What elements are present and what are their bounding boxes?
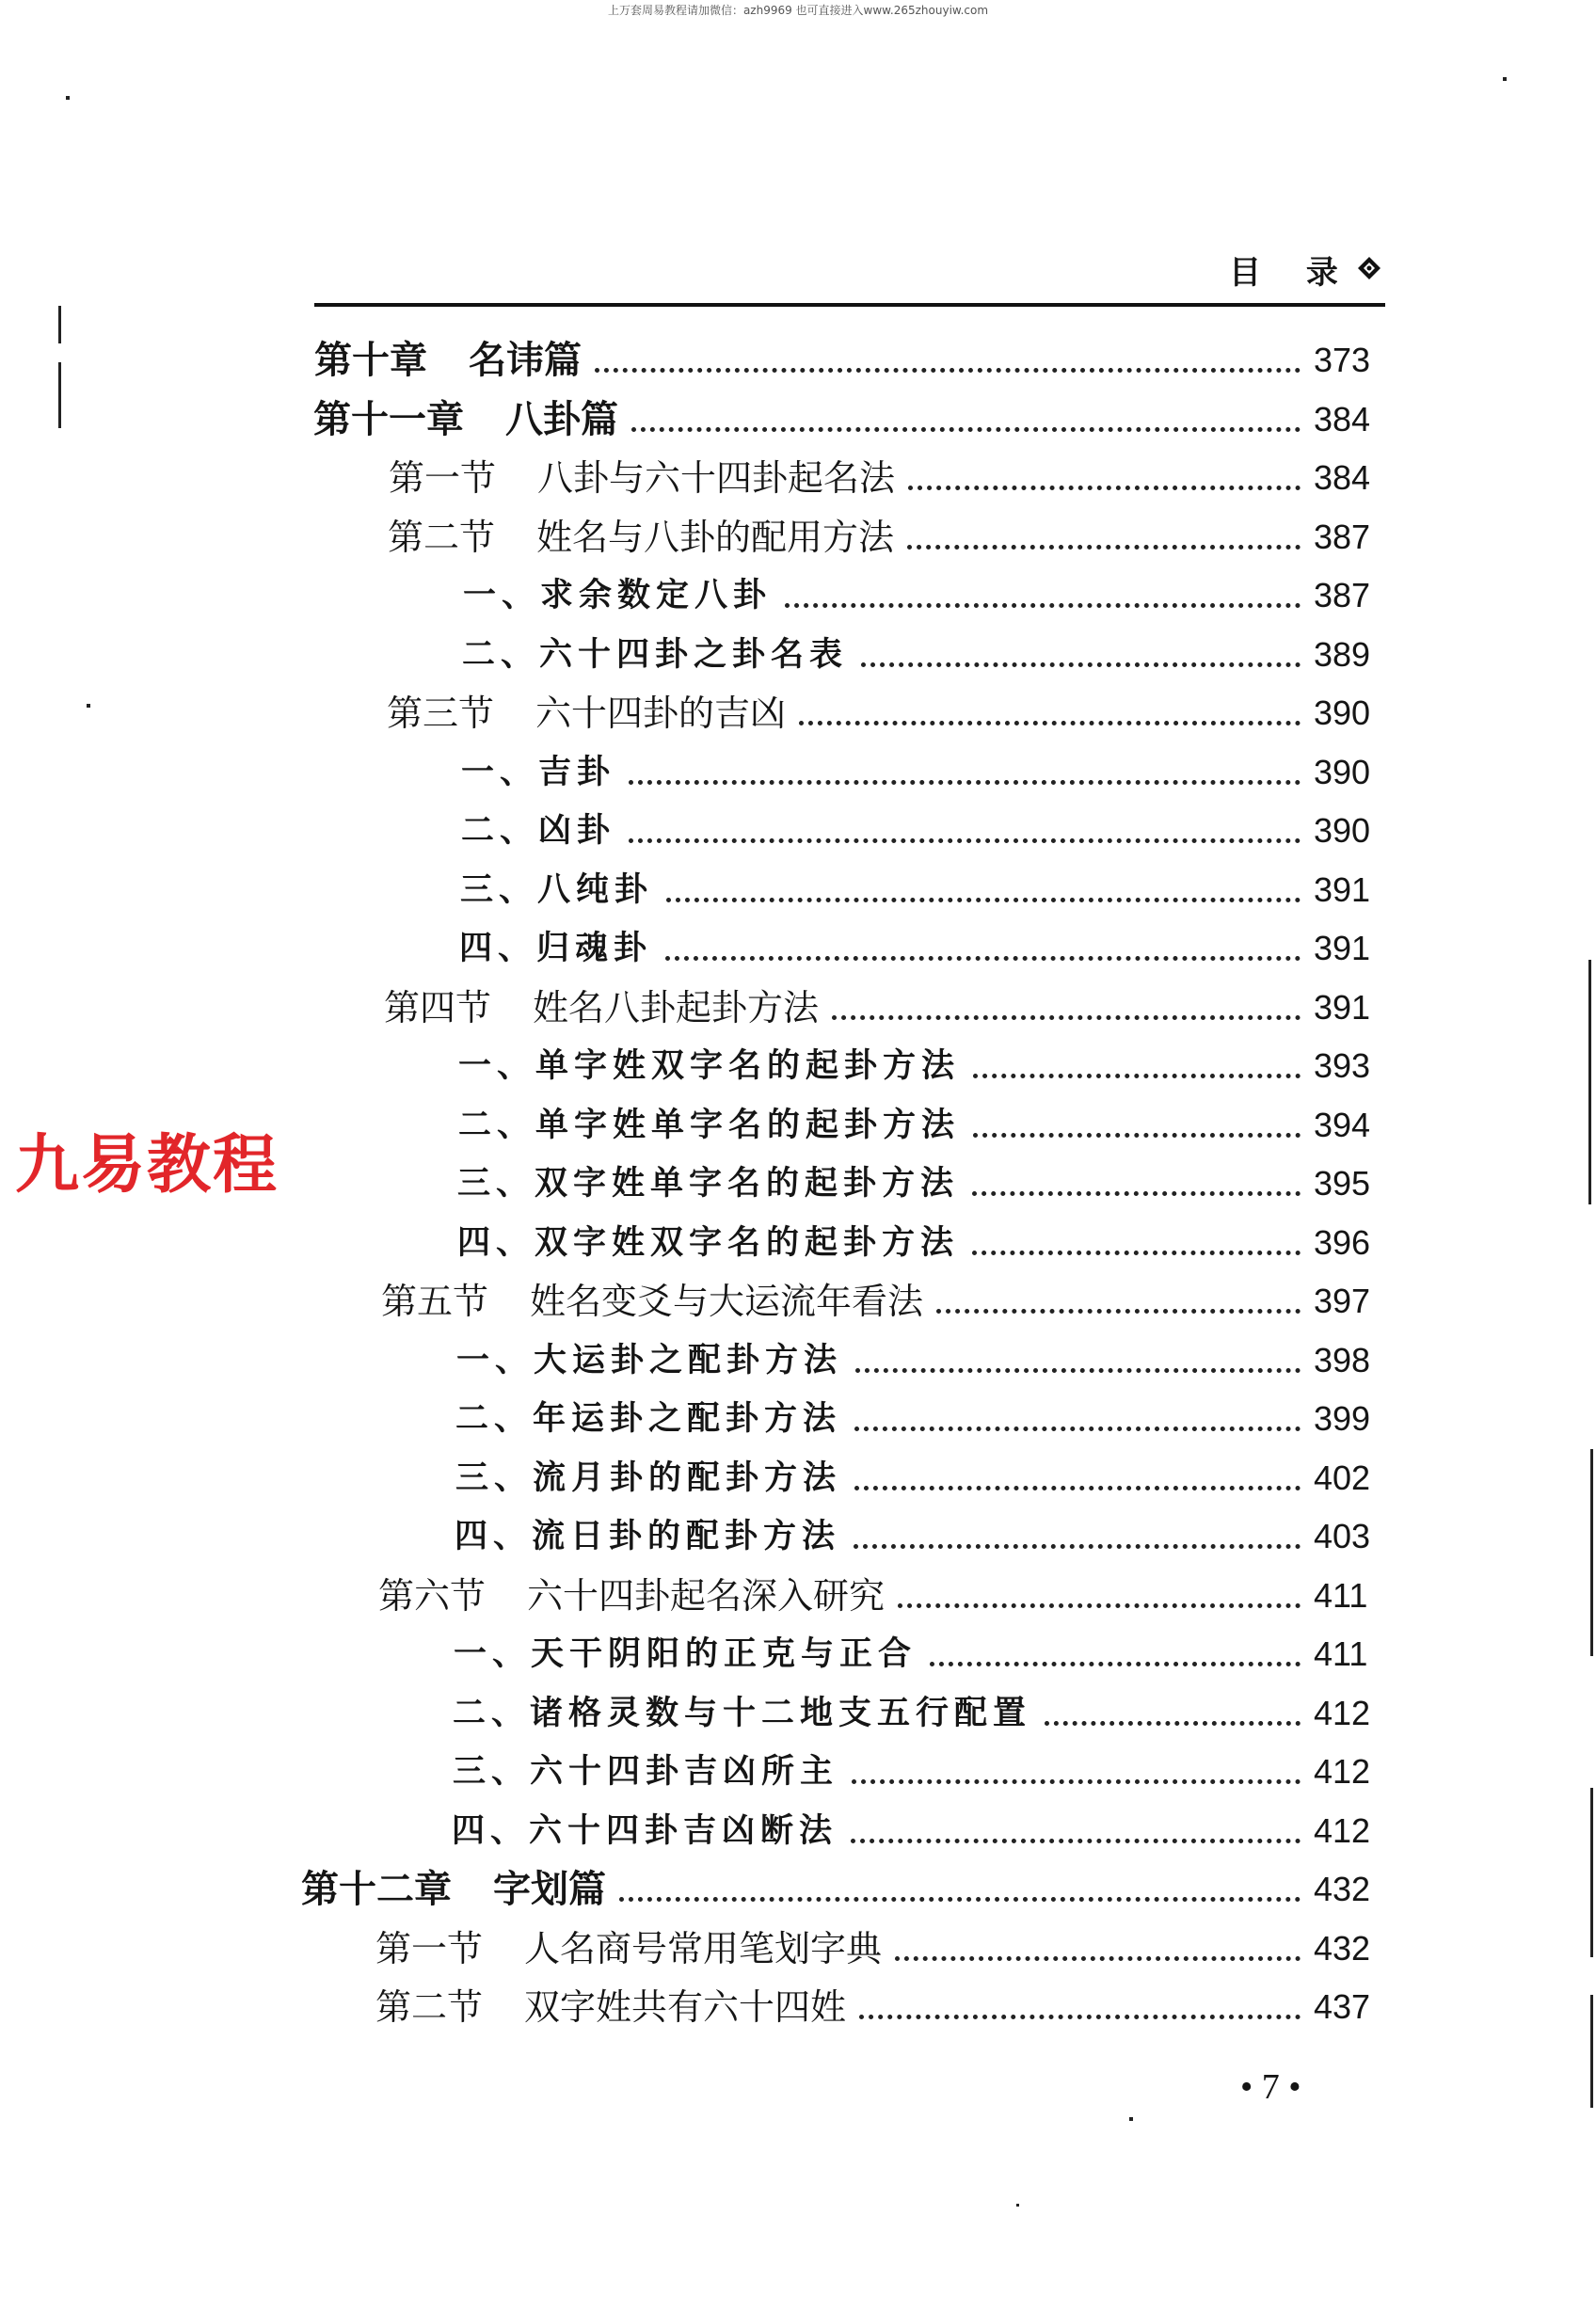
scan-speck <box>1016 2204 1019 2207</box>
page-header-title: 目 录 <box>1229 254 1355 292</box>
toc-entry-label: 第二节 <box>388 516 496 558</box>
toc-page-number: 390 <box>1314 752 1371 791</box>
toc-entry-title: 三、双字姓单字名的起卦方法 <box>457 1165 960 1203</box>
toc-leader-dots <box>665 956 1301 961</box>
toc-entry <box>458 1100 1383 1151</box>
toc-page-number: 389 <box>1314 634 1371 674</box>
toc-page-number: 384 <box>1314 399 1371 438</box>
toc-entry <box>384 982 1383 1033</box>
toc-entry-title: 名讳篇 <box>469 339 582 382</box>
toc-leader-dots <box>895 1956 1301 1961</box>
toc-entry-title: 四、双字姓双字名的起卦方法 <box>457 1223 960 1262</box>
toc-entry-text <box>387 688 786 739</box>
toc-entry-text <box>462 630 848 680</box>
toc-entry <box>457 1158 1383 1209</box>
toc-leader-dots <box>854 1426 1301 1431</box>
toc-entry-text <box>375 1982 846 2032</box>
toc-page-number: 403 <box>1314 1517 1371 1555</box>
toc-entry <box>459 923 1383 974</box>
scan-edge-mark <box>1588 960 1591 1204</box>
toc-page-number: 398 <box>1314 1340 1371 1379</box>
toc-leader-dots <box>1045 1721 1301 1726</box>
toc-entry-text <box>460 865 653 916</box>
toc-page-number: 437 <box>1314 1987 1371 2026</box>
toc-entry-text <box>457 1218 959 1268</box>
toc-leader-dots <box>854 1544 1301 1549</box>
toc-entry <box>388 512 1383 563</box>
scan-edge-mark <box>58 362 61 428</box>
toc-entry-text <box>301 1864 606 1915</box>
toc-leader-dots <box>799 721 1301 725</box>
toc-page-number: 384 <box>1314 458 1371 497</box>
toc-leader-dots <box>832 1015 1301 1020</box>
toc-entry-text <box>378 1570 885 1621</box>
toc-leader-dots <box>855 1368 1301 1373</box>
toc-entry-text <box>461 747 615 798</box>
toc-entry-title: 二、六十四卦之卦名表 <box>462 635 849 674</box>
toc-entry-text <box>455 1394 841 1444</box>
toc-page-number: 394 <box>1314 1105 1371 1144</box>
toc-entry-text <box>314 335 582 386</box>
toc-entry-text <box>384 982 819 1033</box>
toc-entry <box>454 1629 1383 1680</box>
toc-entry-title: 姓名八卦起卦方法 <box>533 986 820 1028</box>
toc-entry-text <box>454 1629 917 1680</box>
toc-entry-title: 四、六十四卦吉凶断法 <box>452 1811 838 1850</box>
toc-page-number: 391 <box>1314 987 1371 1027</box>
toc-entry <box>375 1982 1383 2032</box>
toc-leader-dots <box>851 1839 1301 1843</box>
toc-entry-label: 第十一章 <box>313 397 464 441</box>
toc-page-number: 432 <box>1314 1870 1371 1908</box>
toc-entry <box>455 1453 1383 1504</box>
scan-speck <box>1503 77 1507 81</box>
scan-speck <box>87 704 90 708</box>
watermark-text: 九易教程 <box>15 1128 279 1203</box>
page-number: • 7 • <box>1240 2067 1301 2107</box>
toc-entry-title: 姓名变爻与大运流年看法 <box>530 1281 924 1322</box>
toc-entry <box>375 1923 1383 1974</box>
toc-page-number: 393 <box>1314 1046 1371 1085</box>
toc-page-number: 402 <box>1314 1458 1371 1497</box>
toc-page-number: 387 <box>1314 576 1371 614</box>
toc-entry-title: 二、凶卦 <box>461 812 616 850</box>
toc-entry <box>456 1335 1383 1386</box>
toc-leader-dots <box>619 1897 1301 1902</box>
toc-leader-dots <box>908 486 1301 490</box>
toc-entry-text <box>452 1806 838 1857</box>
scan-speck <box>66 96 70 100</box>
toc-entry-title: 八卦与六十四卦起名法 <box>537 457 896 499</box>
toc-leader-dots <box>854 1486 1301 1490</box>
toc-entry-title: 姓名与八卦的配用方法 <box>536 516 895 558</box>
toc-entry <box>314 335 1383 386</box>
toc-entry-text <box>388 512 894 563</box>
toc-entry-title: 字划篇 <box>493 1868 606 1911</box>
toc-leader-dots <box>973 1133 1301 1138</box>
toc-page-number: 412 <box>1314 1752 1371 1791</box>
toc-entry-text <box>458 1041 960 1092</box>
toc-leader-dots <box>852 1779 1301 1784</box>
toc-entry-title: 二、年运卦之配卦方法 <box>455 1400 842 1438</box>
toc-entry-title: 一、天干阴阳的正克与正合 <box>454 1635 918 1673</box>
toc-entry-text <box>457 1158 959 1209</box>
toc-entry-title: 二、单字姓单字名的起卦方法 <box>458 1106 961 1144</box>
toc-entry <box>313 394 1383 445</box>
toc-entry-title: 双字姓共有六十四姓 <box>524 1986 847 2028</box>
toc-entry-label: 第三节 <box>387 693 495 734</box>
toc-entry <box>453 1688 1383 1739</box>
toc-entry-text <box>463 570 772 621</box>
toc-page-number: 399 <box>1314 1399 1371 1438</box>
toc-entry <box>461 747 1383 798</box>
toc-entry <box>455 1511 1383 1562</box>
toc-entry <box>457 1218 1383 1268</box>
toc-leader-dots <box>859 2015 1301 2019</box>
scan-edge-mark <box>58 306 61 343</box>
toc-entry-label: 第十章 <box>314 339 427 382</box>
toc-entry-title: 一、单字姓双字名的起卦方法 <box>458 1047 961 1085</box>
toc-page-number: 411 <box>1314 1634 1368 1673</box>
toc-leader-dots <box>666 898 1301 902</box>
toc-page-number: 411 <box>1314 1575 1368 1615</box>
top-note: 上万套周易教程请加微信：azh9969 也可直接进入www.265zhouyiw.com <box>607 4 989 17</box>
toc-leader-dots <box>930 1662 1301 1666</box>
toc-entry-text <box>461 805 615 856</box>
toc-leader-dots <box>861 662 1301 667</box>
toc-leader-dots <box>972 1251 1301 1255</box>
toc-page-number: 396 <box>1314 1222 1371 1262</box>
toc-leader-dots <box>973 1074 1301 1078</box>
toc-leader-dots <box>631 427 1301 432</box>
toc-entry-text <box>375 1923 882 1974</box>
toc-entry-label: 第四节 <box>384 986 492 1028</box>
toc-entry-title: 三、八纯卦 <box>460 870 654 909</box>
toc-entry <box>381 1276 1383 1327</box>
toc-entry-text <box>456 1335 842 1386</box>
toc-entry <box>389 453 1383 503</box>
toc-entry <box>463 570 1383 621</box>
toc-entry-title: 六十四卦的吉凶 <box>535 693 787 734</box>
toc-entry-text <box>459 923 652 974</box>
toc-entry-title: 三、流月卦的配卦方法 <box>455 1458 842 1497</box>
toc-page-number: 387 <box>1314 517 1371 556</box>
scan-edge-mark <box>1590 1995 1593 2108</box>
toc-entry-text <box>389 453 895 503</box>
toc-leader-dots <box>785 603 1301 608</box>
toc-entry-text <box>313 394 618 445</box>
toc-entry-label: 第五节 <box>381 1281 489 1322</box>
toc-entry <box>458 1041 1383 1092</box>
toc-entry-text <box>453 1688 1031 1739</box>
toc-entry-label: 第二节 <box>375 1986 484 2028</box>
toc-page-number: 390 <box>1314 693 1371 732</box>
scan-speck <box>1129 2117 1133 2121</box>
toc-entry-text <box>455 1511 840 1562</box>
toc-entry-text <box>458 1100 960 1151</box>
toc-entry-title: 人名商号常用笔划字典 <box>524 1927 883 1969</box>
toc-entry-label: 第一节 <box>375 1927 484 1969</box>
toc-page-number: 391 <box>1314 929 1371 967</box>
toc-entry <box>301 1864 1383 1915</box>
toc-page-number: 373 <box>1314 341 1371 379</box>
toc-entry-label: 第十二章 <box>301 1868 452 1911</box>
toc-entry-title: 一、大运卦之配卦方法 <box>456 1341 843 1379</box>
toc-leader-dots <box>936 1309 1301 1314</box>
toc-entry-label: 第六节 <box>378 1574 487 1617</box>
toc-entry-title: 三、六十四卦吉凶所主 <box>453 1753 839 1791</box>
toc-entry <box>453 1746 1383 1797</box>
toc-page-number: 412 <box>1314 1810 1371 1850</box>
toc-leader-dots <box>629 838 1301 843</box>
toc-entry <box>462 630 1383 680</box>
toc-entry <box>387 688 1383 739</box>
toc-entry <box>452 1806 1383 1857</box>
toc-entry <box>378 1570 1383 1621</box>
toc-page-number: 432 <box>1314 1928 1371 1968</box>
scan-edge-mark <box>1590 1788 1593 1957</box>
toc-entry <box>455 1394 1383 1444</box>
toc-leader-dots <box>972 1191 1301 1196</box>
toc-entry-title: 一、求余数定八卦 <box>463 577 773 614</box>
toc-entry-label: 第一节 <box>389 457 497 499</box>
toc-entry-text <box>453 1746 838 1797</box>
toc-entry <box>460 865 1383 916</box>
toc-leader-dots <box>595 368 1301 373</box>
toc-entry-text <box>381 1276 923 1327</box>
toc-page-number: 391 <box>1314 869 1371 909</box>
toc-entry-title: 二、诸格灵数与十二地支五行配置 <box>453 1694 1032 1732</box>
toc-entry-title: 一、吉卦 <box>461 753 616 791</box>
toc-page-number: 390 <box>1314 811 1371 850</box>
toc-page-number: 397 <box>1314 1282 1371 1320</box>
toc-leader-dots <box>907 545 1301 550</box>
diamond-ornament-icon <box>1357 256 1381 280</box>
toc-page-number: 412 <box>1314 1693 1371 1732</box>
toc-entry-title: 四、归魂卦 <box>459 930 653 967</box>
toc-entry-title: 六十四卦起名深入研究 <box>527 1574 886 1617</box>
toc-entry-text <box>455 1453 841 1504</box>
toc-leader-dots <box>629 780 1301 785</box>
toc-leader-dots <box>898 1603 1301 1608</box>
toc-entry-title: 四、流日卦的配卦方法 <box>455 1518 841 1555</box>
scan-edge-mark <box>1590 1449 1593 1656</box>
toc-entry-title: 八卦篇 <box>505 397 618 441</box>
toc-page-number: 395 <box>1314 1164 1371 1203</box>
toc-entry <box>461 805 1383 856</box>
header-rule <box>314 303 1385 307</box>
